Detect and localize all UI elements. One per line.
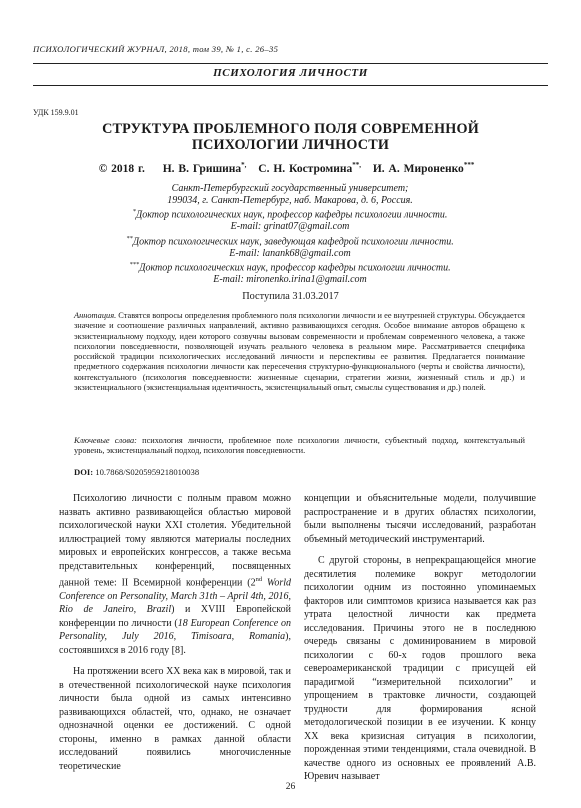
header-rule-bottom xyxy=(33,85,548,86)
received-date: Поступила 31.03.2017 xyxy=(242,291,339,302)
keywords-label: Ключевые слова: xyxy=(74,436,137,445)
abstract-label: Аннотация. xyxy=(74,311,117,320)
body-paragraph: Психологию личности с полным правом можно назвать активно развивающейся областью мировой психологической науки XXI столетия. Убедительной иллюстрацией тому являются материалы последних мировых и европейских конгрессов, а также весьма представительных конференций, посвященных данной теме: II Всемирной конференции (2nd World Conference on Personality, March 31th – April 4th, 2016, Rio de Janeiro, Brazil) и XVIII Европейской конференции по личности (18 European Conference on Personality, July 2016, Timisoara, Romania), состоявшихся в 2016 году [8]. xyxy=(59,493,292,656)
body-column-right xyxy=(304,492,536,784)
email-author-1: E-mail: grinat07@gmail.com xyxy=(230,221,350,233)
journal-running-header: ПСИХОЛОГИЧЕСКИЙ ЖУРНАЛ, 2018, том 39, № 1, с. 26–35 xyxy=(33,44,279,54)
affiliations xyxy=(90,183,490,286)
body-paragraph: концепции и объяснительные модели, получившие распространение и в других областях психологии, были выполнены тысячи исследований, разработан объемный методический инструментарий. xyxy=(304,493,536,545)
body-column-left xyxy=(59,492,291,773)
copyright-year: © 2018 г. xyxy=(98,162,145,175)
affiliation-author-3: ***Доктор психологических наук, профессор кафедры психологии личности. xyxy=(129,261,451,274)
author xyxy=(258,163,361,175)
title-line: СТРУКТУРА ПРОБЛЕМНОГО ПОЛЯ СОВРЕМЕННОЙ xyxy=(102,121,479,137)
page-number: 26 xyxy=(285,782,296,792)
email-author-2: E-mail: lanank68@gmail.com xyxy=(229,247,351,259)
abstract xyxy=(74,311,525,393)
body-paragraph: На протяжении всего XX века как в мировой, так и в отечественной психологической науке психология личности была одной из самых интенсивно развивающихся областей, что, однако, не означает однозначной оценки ее достижений. С одной стороны, именно в рамках данной области исследований появились многочисленные теоретические xyxy=(59,666,291,772)
author-line xyxy=(33,161,548,175)
header-rule-top xyxy=(33,63,548,64)
affiliation-author-1: *Доктор психологических наук, профессор кафедры психологии личности. xyxy=(132,208,448,221)
author-name: Н. В. Гришина xyxy=(162,162,242,175)
author xyxy=(373,163,474,175)
doi xyxy=(74,467,199,477)
author-name: И. А. Мироненко xyxy=(372,162,464,175)
affiliation-address: 199034, г. Санкт-Петербург, наб. Макарова, д. 6, Россия. xyxy=(167,194,413,206)
body-paragraph: С другой стороны, в непрекращающейся многие десятилетия полемике вокруг методологии психологии одним из постоянно упоминаемых факторов или симптомов кризиса называется как раз утрата целостной личности как предмета исследования. Причины этого не в последнюю очередь связаны с доминированием в мировой психологии с 60-х годов прошлого века североамериканской традиции с присущей ей парадигмой “измерительной психологии” и упрощением в трактовке личности, создающей трудности для формирования ясной методологической позиции в ее изучении. К концу XX века кризисная ситуация в психологии, порожденная этими тенденциями, стала очевидной. В качестве одного из основных ее проявлений А.В. Юревич называет xyxy=(304,555,536,782)
keywords xyxy=(74,436,525,457)
doi-value: 10.7868/S0205959218010038 xyxy=(95,467,200,477)
abstract-text: Ставятся вопросы определения проблемного поля психологии личности и ее внутренней структуры. Обсуждается значение и соотношение различных направлений, активно развивающихся сегодня. Особое внимание авторов обращено к экзистенциальному подходу, идеи которого созвучны вызовам современности и проблемам современного человека, а также психологии повседневности, позволяющей изучать реального человека в реальном мире. Рассматривается специфика российской традиции психологических исследований личности и перспективы ее развития. Предлагается понимание предметного содержания психологии личности как пересечения структурно-функционального (черты и свойства личности), контекстуального (психология повседневности: жизненные сценарии, стратегии жизни, жизненный стиль и др.) и экзистенциального (экзистенциальная идентичность, экзистенциальный опыт, смыслы существования и др.) полей. xyxy=(74,311,526,393)
title-line: ПСИХОЛОГИИ ЛИЧНОСТИ xyxy=(191,137,390,153)
udk-code: УДК 159.9.01 xyxy=(33,108,79,117)
section-title: ПСИХОЛОГИЯ ЛИЧНОСТИ xyxy=(213,67,368,79)
article-title xyxy=(60,121,521,153)
email-author-3: E-mail: mironenko.irina1@gmail.com xyxy=(213,274,367,286)
affiliation-author-2: **Доктор психологических наук, заведующая кафедрой психологии личности. xyxy=(126,234,454,248)
author-mark: *** xyxy=(463,161,475,169)
author-mark: *, xyxy=(241,161,247,169)
author-mark: **, xyxy=(352,161,361,169)
keywords-text: психология личности, проблемное поле психологии личности, субъектный подход, контекстуальный уровень, экзистенциальный подход, психология повседневности. xyxy=(74,436,525,456)
author-name: С. Н. Костромина xyxy=(258,162,353,175)
author xyxy=(163,163,247,175)
doi-label: DOI: xyxy=(74,467,94,477)
affiliation-org: Санкт-Петербургский государственный университет; xyxy=(171,183,409,194)
